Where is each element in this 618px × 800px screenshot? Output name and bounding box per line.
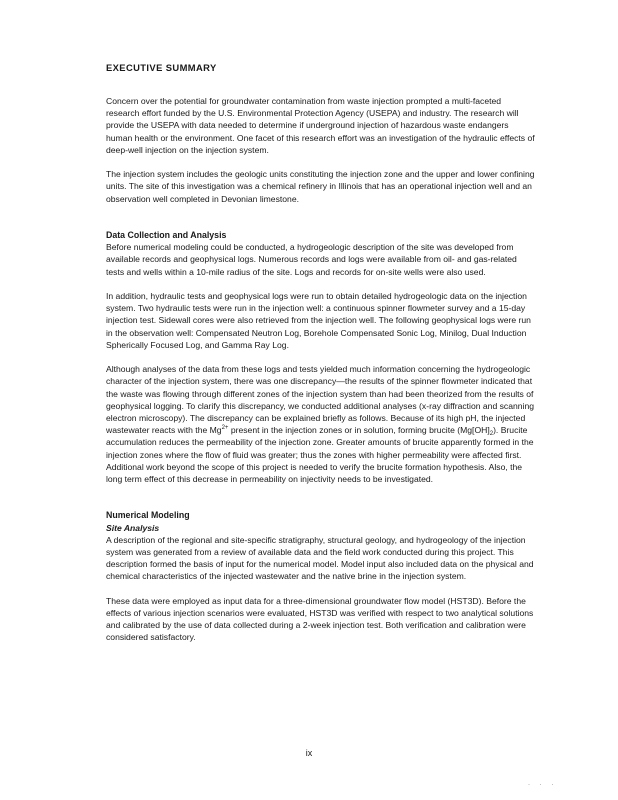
numerical-modeling-paragraph-1: A description of the regional and site-specific stratigraphy, structural geology, and hydrogeology of the injection system was generated from a review of available data and the field work conducted during this project. This description formed the basis of input for the numerical model. Model input also included data on the physical and chemical characteristics of the injected wastewater and the native brine in the injection system. [106,534,534,582]
scan-artifact-marks: · · · [528,782,558,788]
data-collection-paragraph-1: Before numerical modeling could be conducted, a hydrogeologic description of the site was developed from available records and geophysical logs. Numerous records and logs were available from oil- and gas-related tests and wells within a 10-mile radius of the site. Logs and records for on-site wells were also used. [106,242,517,277]
magnesium-charge-superscript: 2+ [221,425,229,432]
numerical-modeling-paragraph-2: These data were employed as input data for a three-dimensional groundwater flow model (HST3D). Before the effects of various injection scenarios were evaluated, HST3D was verified with respect to two analytical solutions and calibrated by the use of data collected during a 2-week injection test. Both verification and calibration were considered satisfactory. [106,595,534,643]
hydroxide-subscript: 2 [489,431,494,438]
intro-paragraph-2: The injection system includes the geologic units constituting the injection zone and the upper and lower confining units. The site of this investigation was a chemical refinery in Illinois that has an operational injection well and an observation well completed in Devonian limestone. [106,169,535,204]
page-content [106,62,536,656]
paragraph-3-text-a: Although analyses of the data from these logs and tests yielded much information concerning the hydrogeologic character of the injection system, there was one discrepancy—the results of the spinner flowmeter indicated that the waste was flowing through different zones of the injection system than had been theorized from the results of geophysical logging. To clarify this discrepancy, we conducted additional analyses (x-ray diffraction and scanning electron microscopy). The discrepancy can be explained briefly as follows. Because of its high pH, the injected wastewater reacts with the Mg [106,364,535,436]
section-heading-numerical-modeling: Numerical Modeling [106,510,190,521]
subsection-heading-site-analysis: Site Analysis [106,522,160,533]
page-number: ix [305,748,313,758]
section-heading-data-collection: Data Collection and Analysis [106,230,227,240]
data-collection-paragraph-3 [106,363,536,485]
data-collection-paragraph-2: In addition, hydraulic tests and geophysical logs were run to obtain detailed hydrogeologic data on the injection system. Two hydraulic tests were run in the injection well: a continuous spinner flowmeter survey and a 15-day injection test. Sidewall cores were also retrieved from the injection well. The following geophysical logs were run in the observation well: Compensated Neutron Log, Borehole Compensated Sonic Log, Minilog, Dual Induction Spherically Focused Log, and Gamma Ray Log. [106,291,531,350]
intro-paragraph-1: Concern over the potential for groundwater contamination from waste injection prompted a multi-faceted research effort funded by the U.S. Environmental Protection Agency (USEPA) and industry. The research will provide the USEPA with data needed to determine if underground injection of hazardous waste endangers human health or the environment. One facet of this research effort was an investigation of the hydraulic effects of deep-well injection on the injection system. [106,96,535,155]
paragraph-3-text-b: present in the injection zones or in solution, forming brucite (Mg[OH] [228,425,490,436]
page-title: EXECUTIVE SUMMARY [106,62,217,73]
paragraph-3-text-c: ). Brucite accumulation reduces the permeability of the injection zone. Greater amounts of brucite apparently formed in the injection zones where the flow of fluid was greater; thus the zones with higher permeability were affected first. Additional work beyond the scope of this project is needed to verify the brucite formation hypothesis. Also, the long term effect of this decrease in permeability on injectivity needs to be investigated. [106,425,534,485]
